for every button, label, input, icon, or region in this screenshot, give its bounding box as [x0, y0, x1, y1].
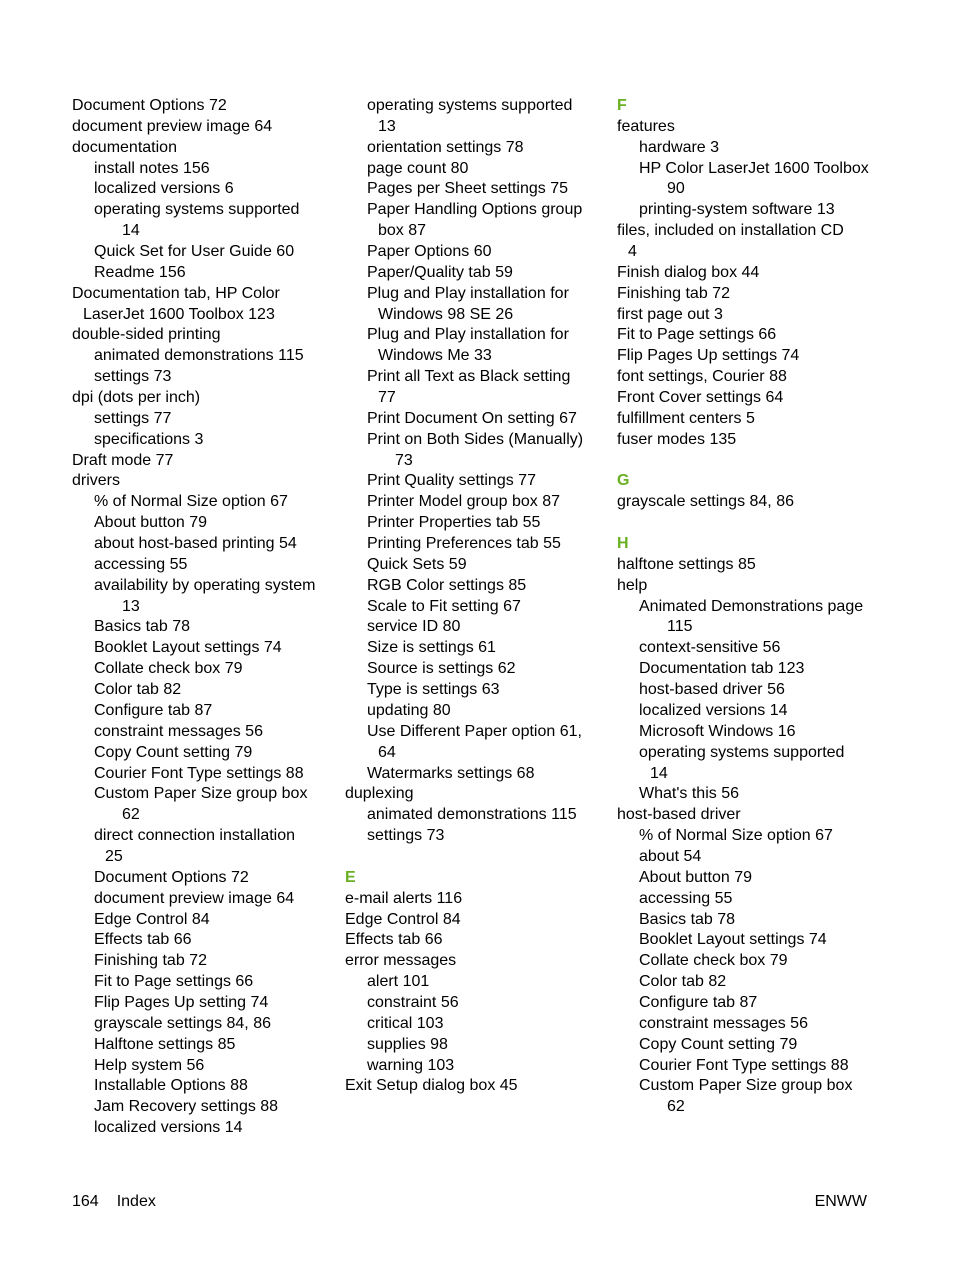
- index-entry: settings 77: [94, 409, 172, 427]
- index-entry: Effects tab 66: [94, 931, 192, 949]
- index-entry: Collate check box 79: [639, 952, 788, 970]
- index-entry: document preview image 64: [94, 889, 295, 907]
- index-entry: documentation: [72, 138, 177, 156]
- index-entry: 90: [667, 180, 685, 198]
- index-entry: Color tab 82: [94, 681, 182, 699]
- index-entry: Printer Properties tab 55: [367, 514, 541, 532]
- index-entry: constraint 56: [367, 993, 459, 1011]
- index-entry: 62: [667, 1098, 685, 1116]
- index-entry: printing-system software 13: [639, 201, 835, 219]
- index-entry: features: [617, 117, 675, 135]
- index-entry: Use Different Paper option 61,: [367, 722, 582, 740]
- index-entry: Custom Paper Size group box: [639, 1077, 853, 1095]
- index-entry: files, included on installation CD: [617, 222, 844, 240]
- index-entry: error messages: [345, 952, 457, 970]
- index-entry: Collate check box 79: [94, 660, 243, 678]
- index-entry: Quick Set for User Guide 60: [94, 243, 295, 261]
- index-entry: Pages per Sheet settings 75: [367, 180, 569, 198]
- index-entry: alert 101: [367, 973, 430, 991]
- index-entry: warning 103: [367, 1056, 455, 1074]
- index-entry: Fit to Page settings 66: [617, 326, 777, 344]
- index-entry: dpi (dots per inch): [72, 389, 201, 407]
- index-entry: Copy Count setting 79: [94, 743, 253, 761]
- index-column-2: [345, 96, 600, 1097]
- index-entry: document preview image 64: [72, 117, 273, 135]
- index-entry: Jam Recovery settings 88: [94, 1098, 279, 1116]
- index-entry: 14: [650, 764, 668, 782]
- index-entry: updating 80: [367, 701, 451, 719]
- index-entry: 64: [378, 743, 396, 761]
- index-entry: Animated Demonstrations page: [639, 597, 864, 615]
- index-entry: about 54: [639, 847, 702, 865]
- index-entry: grayscale settings 84, 86: [617, 493, 794, 511]
- index-entry: About button 79: [94, 514, 207, 532]
- index-entry: box 87: [378, 222, 427, 240]
- section-name: Index: [116, 1193, 156, 1210]
- index-entry: 13: [378, 117, 396, 135]
- index-entry: What's this 56: [639, 785, 739, 803]
- index-entry: supplies 98: [367, 1035, 448, 1053]
- index-entry: Flip Pages Up settings 74: [617, 347, 800, 365]
- index-entry: animated demonstrations 115: [367, 806, 577, 824]
- index-entry: duplexing: [345, 785, 414, 803]
- index-entry: settings 73: [367, 827, 445, 845]
- index-entry: Color tab 82: [639, 973, 727, 991]
- index-entry: Documentation tab 123: [639, 660, 805, 678]
- index-entry: Configure tab 87: [639, 993, 758, 1011]
- index-entry: localized versions 14: [639, 701, 788, 719]
- index-entry: % of Normal Size option 67: [94, 493, 288, 511]
- index-entry: operating systems supported: [367, 97, 573, 114]
- index-entry: Basics tab 78: [639, 910, 736, 928]
- index-entry: Fit to Page settings 66: [94, 973, 254, 991]
- index-entry: host-based driver 56: [639, 681, 785, 699]
- index-entry: localized versions 14: [94, 1119, 243, 1137]
- index-entry: Courier Font Type settings 88: [94, 764, 304, 782]
- index-entry: Effects tab 66: [345, 931, 443, 949]
- index-entry: Document Options 72: [72, 97, 227, 114]
- index-entry: Windows 98 SE 26: [378, 305, 514, 323]
- index-entry: Copy Count setting 79: [639, 1035, 798, 1053]
- index-entry: Installable Options 88: [94, 1077, 248, 1095]
- index-entry: Microsoft Windows 16: [639, 722, 796, 740]
- index-entry: 4: [628, 243, 637, 261]
- index-entry: animated demonstrations 115: [94, 347, 304, 365]
- index-entry: HP Color LaserJet 1600 Toolbox: [639, 159, 869, 177]
- index-entry: Paper Handling Options group: [367, 201, 583, 219]
- index-entry: critical 103: [367, 1014, 444, 1032]
- index-entry: Source is settings 62: [367, 660, 516, 678]
- index-entry: Plug and Play installation for: [367, 326, 569, 344]
- index-entry: Printing Preferences tab 55: [367, 535, 561, 553]
- index-entry: grayscale settings 84, 86: [94, 1014, 271, 1032]
- index-entry: service ID 80: [367, 618, 461, 636]
- index-entry: 62: [122, 806, 140, 824]
- index-entry: operating systems supported: [94, 201, 300, 219]
- index-entry: Documentation tab, HP Color: [72, 284, 280, 302]
- index-entry: 73: [395, 451, 413, 469]
- index-entry: 77: [378, 389, 396, 407]
- index-entry: orientation settings 78: [367, 138, 524, 156]
- index-entry: constraint messages 56: [639, 1014, 808, 1032]
- index-entry: Readme 156: [94, 263, 186, 281]
- index-entry: Custom Paper Size group box: [94, 785, 308, 803]
- index-entry: Paper/Quality tab 59: [367, 263, 513, 281]
- index-entry: Front Cover settings 64: [617, 389, 784, 407]
- index-entry: install notes 156: [94, 159, 210, 177]
- index-entry: fuser modes 135: [617, 430, 737, 448]
- index-entry: Print all Text as Black setting: [367, 368, 571, 386]
- index-entry: halftone settings 85: [617, 555, 756, 573]
- spacer: [617, 451, 879, 472]
- index-letter-heading: H: [617, 535, 629, 553]
- index-entry: drivers: [72, 472, 121, 490]
- index-entry: RGB Color settings 85: [367, 576, 527, 594]
- index-entry: accessing 55: [94, 555, 188, 573]
- index-entry: % of Normal Size option 67: [639, 827, 833, 845]
- index-entry: Finishing tab 72: [94, 952, 207, 970]
- spacer: [617, 513, 879, 534]
- index-entry: double-sided printing: [72, 326, 221, 344]
- index-entry: accessing 55: [639, 889, 733, 907]
- index-entry: settings 73: [94, 368, 172, 386]
- index-entry: Size is settings 61: [367, 639, 496, 657]
- index-entry: 115: [667, 618, 693, 636]
- index-entry: hardware 3: [639, 138, 720, 156]
- index-entry: specifications 3: [94, 430, 204, 448]
- index-entry: Edge Control 84: [345, 910, 461, 928]
- index-entry: Printer Model group box 87: [367, 493, 560, 511]
- index-entry: context-sensitive 56: [639, 639, 781, 657]
- page-footer-right: ENWW: [814, 1193, 867, 1210]
- index-entry: Courier Font Type settings 88: [639, 1056, 849, 1074]
- index-entry: operating systems supported: [639, 743, 845, 761]
- index-entry: Scale to Fit setting 67: [367, 597, 521, 615]
- index-letter-heading: E: [345, 868, 356, 886]
- index-column-1: [72, 96, 327, 1139]
- page-footer-left: [72, 1192, 156, 1212]
- index-entry: Plug and Play installation for: [367, 284, 569, 302]
- index-entry: 14: [122, 222, 140, 240]
- index-entry: Draft mode 77: [72, 451, 174, 469]
- index-entry: Watermarks settings 68: [367, 764, 535, 782]
- index-entry: 13: [122, 597, 140, 615]
- spacer: [345, 847, 600, 868]
- index-entry: font settings, Courier 88: [617, 368, 787, 386]
- index-entry: Paper Options 60: [367, 243, 492, 261]
- index-column-3: [617, 96, 879, 1118]
- index-entry: Windows Me 33: [378, 347, 492, 365]
- index-entry: Booklet Layout settings 74: [94, 639, 282, 657]
- index-entry: LaserJet 1600 Toolbox 123: [83, 305, 275, 323]
- index-entry: e-mail alerts 116: [345, 889, 463, 907]
- page-number: 164: [72, 1193, 99, 1210]
- index-entry: Basics tab 78: [94, 618, 191, 636]
- index-entry: Print on Both Sides (Manually): [367, 430, 584, 448]
- index-entry: About button 79: [639, 868, 752, 886]
- index-entry: direct connection installation: [94, 827, 296, 845]
- index-letter-heading: G: [617, 472, 630, 490]
- index-entry: Quick Sets 59: [367, 555, 467, 573]
- index-entry: constraint messages 56: [94, 722, 263, 740]
- index-entry: availability by operating system: [94, 576, 316, 594]
- index-entry: help: [617, 576, 648, 594]
- index-entry: Flip Pages Up setting 74: [94, 993, 269, 1011]
- index-entry: Halftone settings 85: [94, 1035, 236, 1053]
- index-entry: Print Document On setting 67: [367, 409, 577, 427]
- index-entry: fulfillment centers 5: [617, 409, 755, 427]
- index-entry: Document Options 72: [94, 868, 249, 886]
- index-entry: Configure tab 87: [94, 701, 213, 719]
- index-entry: page count 80: [367, 159, 469, 177]
- index-entry: 25: [105, 847, 123, 865]
- index-entry: Edge Control 84: [94, 910, 210, 928]
- index-entry: Type is settings 63: [367, 681, 500, 699]
- index-entry: about host-based printing 54: [94, 535, 297, 553]
- index-entry: Print Quality settings 77: [367, 472, 536, 490]
- index-letter-heading: F: [617, 97, 627, 114]
- index-entry: localized versions 6: [94, 180, 234, 198]
- index-entry: Finish dialog box 44: [617, 263, 760, 281]
- index-entry: Booklet Layout settings 74: [639, 931, 827, 949]
- index-entry: first page out 3: [617, 305, 723, 323]
- index-entry: Finishing tab 72: [617, 284, 730, 302]
- index-entry: Exit Setup dialog box 45: [345, 1077, 518, 1095]
- index-entry: host-based driver: [617, 806, 741, 824]
- index-entry: Help system 56: [94, 1056, 205, 1074]
